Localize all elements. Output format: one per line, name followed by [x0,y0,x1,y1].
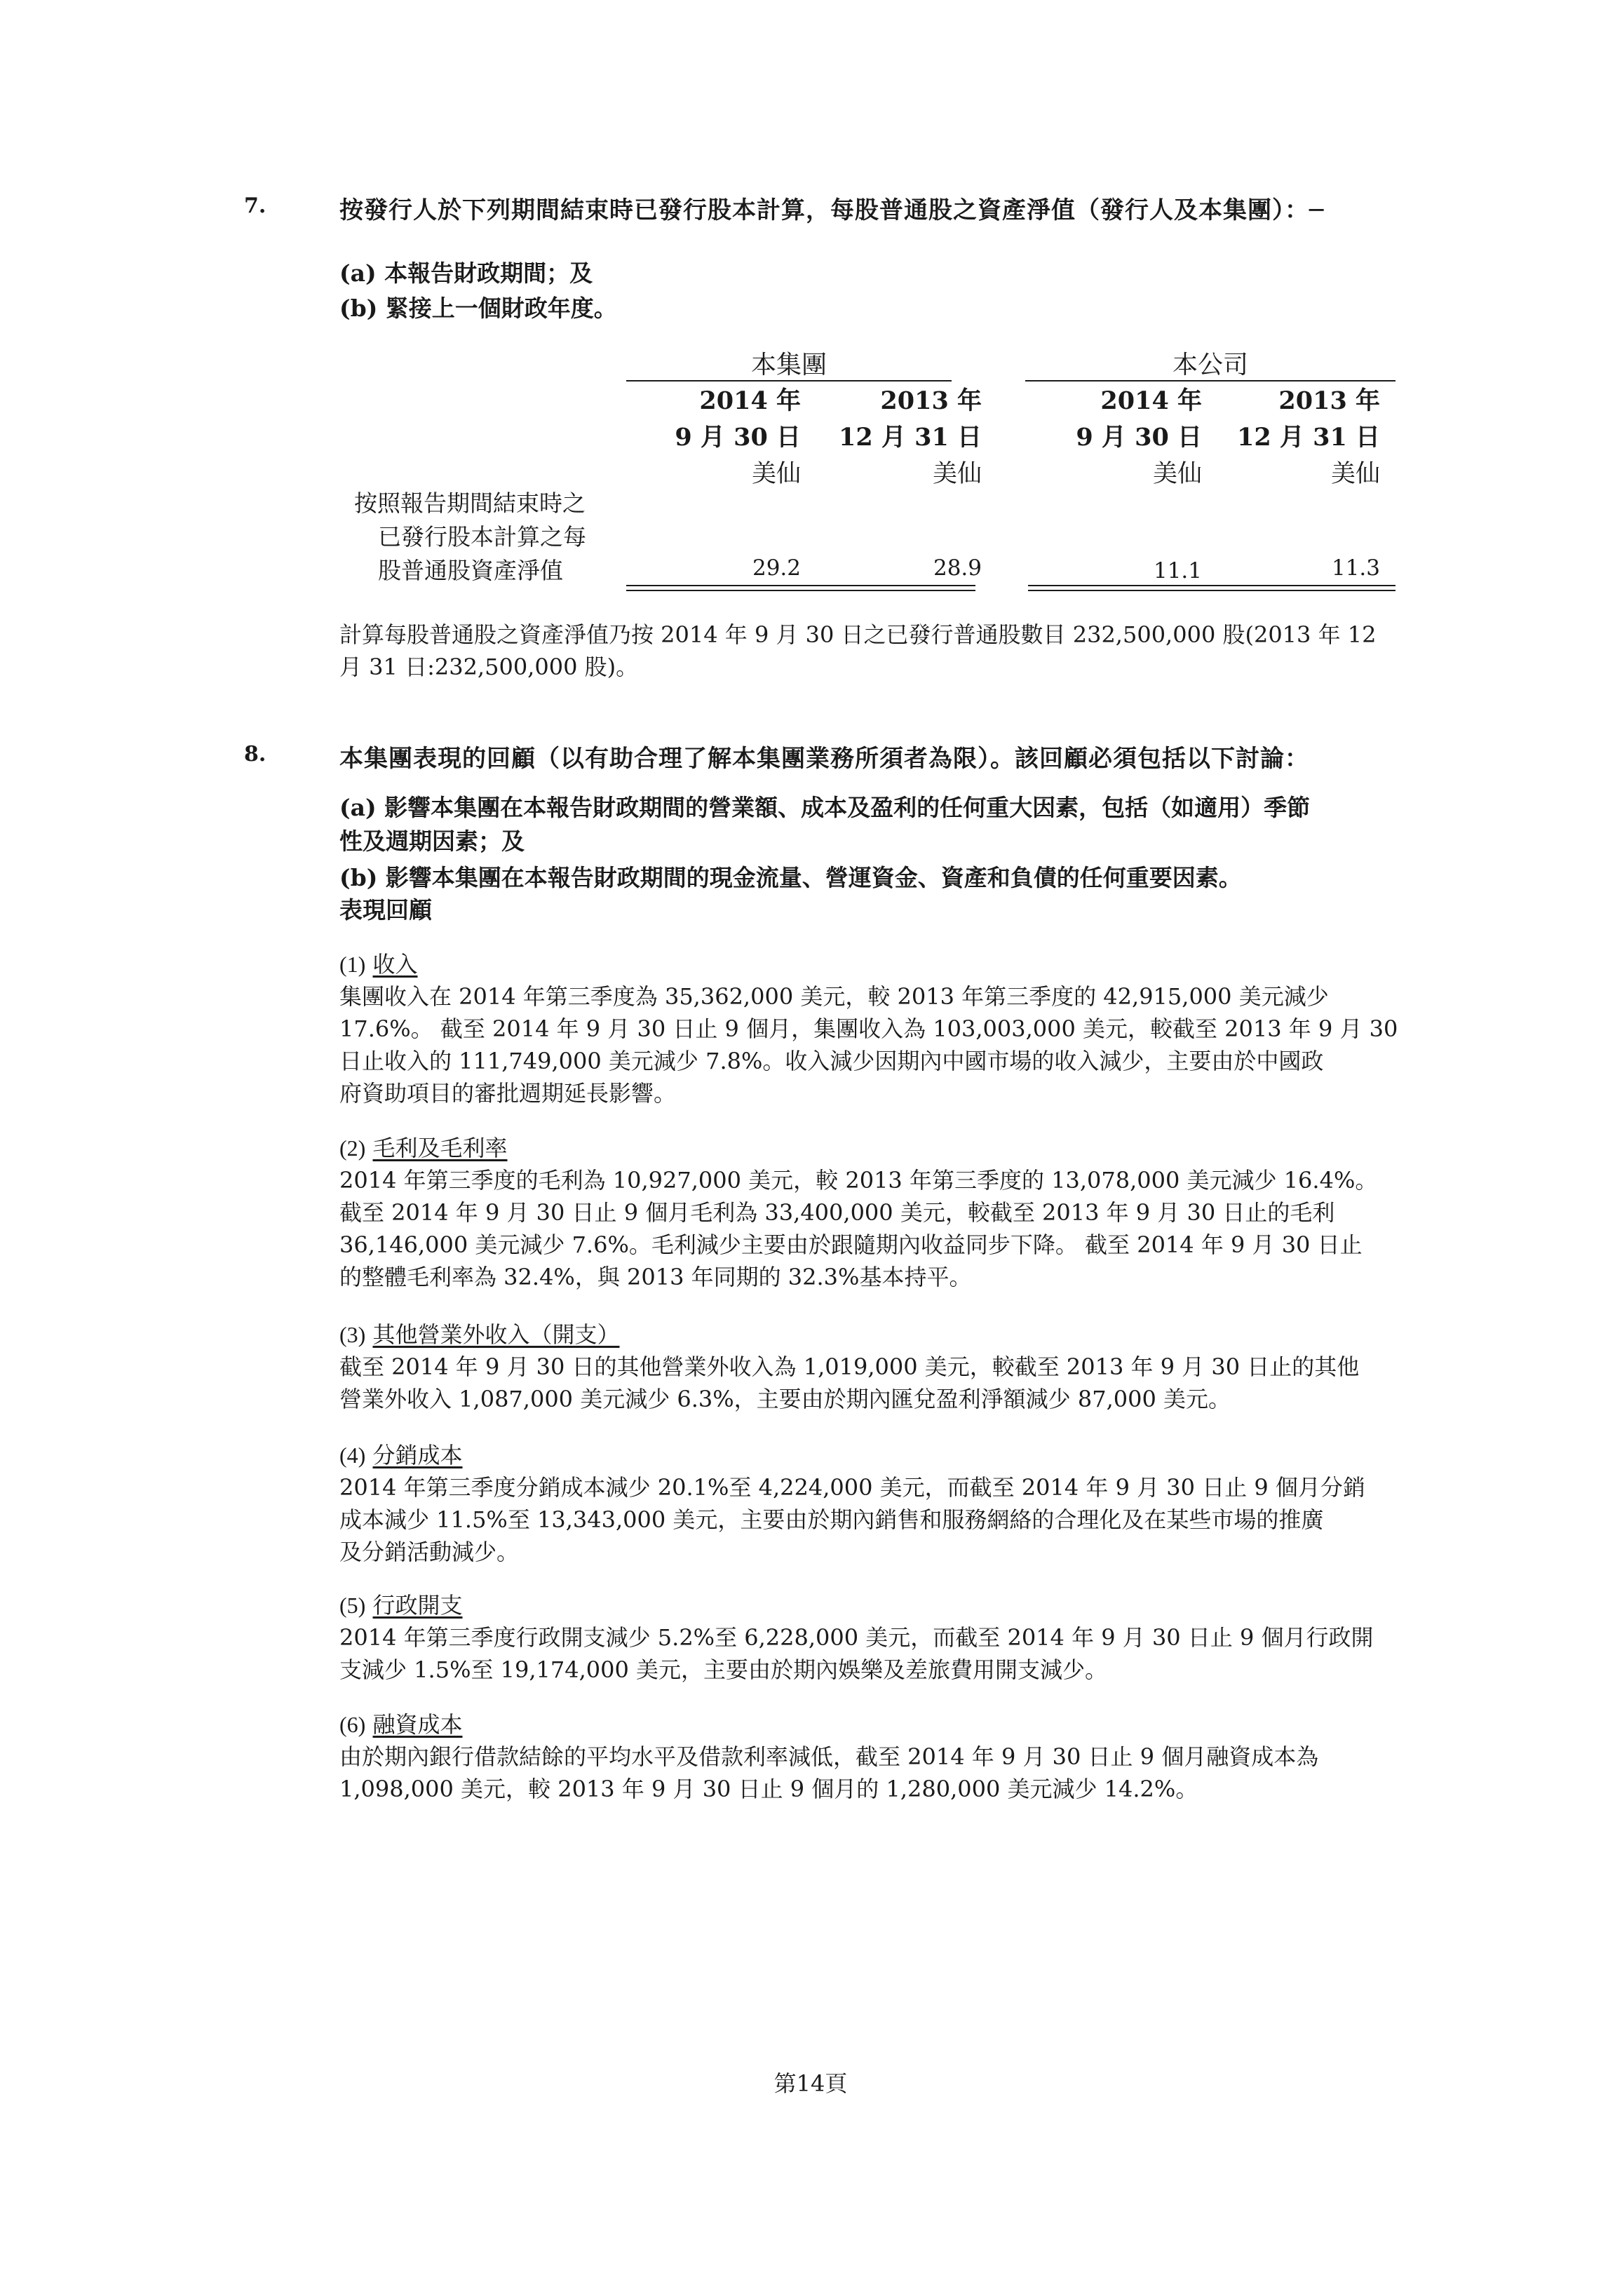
group-header-rule [626,380,952,381]
column-header-1: 2014 年 9 月 30 日 美仙 [675,386,801,488]
total-rule-group-1 [626,585,975,586]
total-rule-company-2 [1028,590,1395,591]
column-header-4: 2013 年 12 月 31 日 美仙 [1237,386,1380,488]
subsection-title: (3) 其他營業外收入（開支） [339,1321,620,1348]
column-header-3: 2014 年 9 月 30 日 美仙 [1076,386,1202,488]
subsection-gross-profit: (2) 毛利及毛利率 2014 年第三季度的毛利為 10,927,000 美元，較 2013 年第三季度的 13,078,000 美元減少 16.4%。 截至 2014 年 9 月 30 日止 9 個月毛利為 33,400,000 美元，較截至 2013 年 9 月 30 日止的毛利 36,146,000 美元減少 7.6%。毛利減少主要由於跟隨期內收益同步下降。 截至 2014 年 9 月 30 日止 的整體毛利率為 32.4%，與 2013 年同期的 32.3%基本持平。 [339,1132,1377,1293]
section-8-number: 8. [244,742,266,767]
performance-review-title: 表現回顧 [339,896,432,924]
total-rule-company-1 [1028,585,1395,586]
subsection-title: (1) 收入 [339,951,418,978]
group-header: 本集團 [750,351,827,379]
section-8-item-a: (a) 影響本集團在本報告財政期間的營業額、成本及盈利的任何重大因素，包括（如適用）季節 性及週期因素；及 [339,794,1311,855]
company-header: 本公司 [1172,351,1248,379]
section-8-item-b: (b) 影響本集團在本報告財政期間的現金流量、營運資金、資產和負債的任何重要因素。 [339,864,1242,891]
subsection-revenue: (1) 收入 集團收入在 2014 年第三季度為 35,362,000 美元，較 2013 年第三季度的 42,915,000 美元減少 17.6%。 截至 2014 年 9 月 30 日止 9 個月，集團收入為 103,003,000 美元，較截至 2013 年 9 月 30 日止收入的 111,749,000 美元減少 7.8%。收入減少因期內中國市場的收入減少，主要由於中國政 府資助項目的審批週期延長影響。 [339,948,1398,1109]
subsection-other-income: (3) 其他營業外收入（開支） 截至 2014 年 9 月 30 日的其他營業外收入為 1,019,000 美元，較截至 2013 年 9 月 30 日止的其他 營業外收入 1,087,000 美元減少 6.3%，主要由於期內匯兌盈利淨額減少 87,000 美元。 [339,1318,1359,1415]
subsection-admin-expenses: (5) 行政開支 2014 年第三季度行政開支減少 5.2%至 6,228,000 美元，而截至 2014 年 9 月 30 日止 9 個月行政開 支減少 1.5%至 19,174,000 美元，主要由於期內娛樂及差旅費用開支減少。 [339,1589,1374,1686]
subsection-title: (2) 毛利及毛利率 [339,1135,508,1161]
nav-value-company-2013: 11.3 [1331,555,1380,581]
subsection-finance-costs: (6) 融資成本 由於期內銀行借款結餘的平均水平及借款利率減低，截至 2014 年 9 月 30 日止 9 個月融資成本為 1,098,000 美元，較 2013 年 9 月 30 日止 9 個月的 1,280,000 美元減少 14.2%。 [339,1708,1318,1805]
section-7-number: 7. [244,194,266,218]
column-header-2: 2013 年 12 月 31 日 美仙 [839,386,982,488]
section-7-item-a: (a) 本報告財政期間；及 [339,259,593,287]
total-rule-group-2 [626,590,975,591]
subsection-title: (4) 分銷成本 [339,1442,463,1468]
subsection-title: (6) 融資成本 [339,1711,463,1738]
nav-row-label: 按照報告期間結束時之 已發行股本計算之每 股普通股資產淨值 [354,489,586,584]
section-7-item-b: (b) 緊接上一個財政年度。 [339,295,617,322]
subsection-title: (5) 行政開支 [339,1592,463,1619]
section-8-heading: 本集團表現的回顧（以有助合理了解本集團業務所須者為限）。該回顧必須包括以下討論： [339,745,1309,773]
section-7-heading: 按發行人於下列期間結束時已發行股本計算，每股普通股之資產淨值（發行人及本集團）：─ [339,196,1325,224]
page-number: 第14頁 [773,2070,848,2097]
subsection-distribution-costs: (4) 分銷成本 2014 年第三季度分銷成本減少 20.1%至 4,224,000 美元，而截至 2014 年 9 月 30 日止 9 個月分銷 成本減少 11.5%至 13,343,000 美元，主要由於期內銷售和服務網絡的合理化及在某些市場的推廣 及分銷活動減少。 [339,1439,1365,1568]
nav-note: 計算每股普通股之資產淨值乃按 2014 年 9 月 30 日之已發行普通股數目 232,500,000 股(2013 年 12 月 31 日:232,500,000 股)。 [339,621,1377,680]
nav-value-group-2013: 28.9 [933,555,982,581]
nav-value-group-2014: 29.2 [752,555,801,581]
company-header-rule [1025,380,1395,381]
nav-value-company-2014: 11.1 [1153,558,1202,583]
